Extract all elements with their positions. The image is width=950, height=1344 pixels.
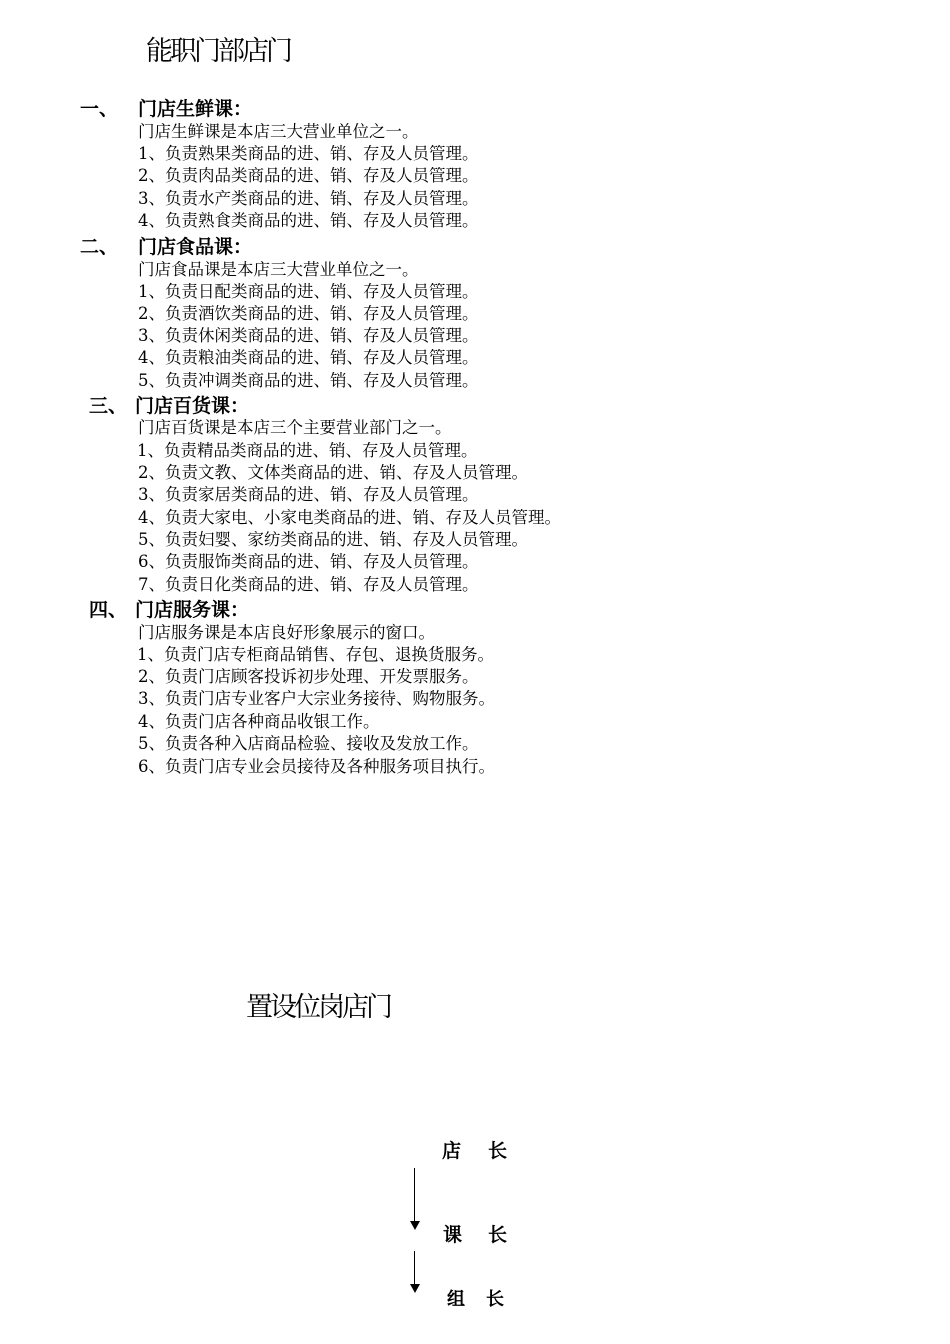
section-line: 3、负责水产类商品的进、销、存及人员管理。 (138, 189, 479, 208)
section-line: 4、负责大家电、小家电类商品的进、销、存及人员管理。 (138, 508, 561, 527)
section-line: 3、负责家居类商品的进、销、存及人员管理。 (138, 485, 479, 504)
org-node-char: 长 (488, 1140, 508, 1162)
section-line: 门店食品课是本店三大营业单位之一。 (138, 260, 419, 279)
org-node-char: 长 (488, 1224, 508, 1246)
section-line: 4、负责门店各种商品收银工作。 (138, 712, 380, 731)
section-number: 四、 (89, 599, 128, 621)
section-line: 1、负责熟果类商品的进、销、存及人员管理。 (138, 144, 479, 163)
section-line: 2、负责文教、文体类商品的进、销、存及人员管理。 (138, 463, 528, 482)
page-title-functions: 能职门部店门 (146, 36, 290, 67)
section-line: 5、负责各种入店商品检验、接收及发放工作。 (138, 734, 479, 753)
section-line: 2、负责酒饮类商品的进、销、存及人员管理。 (138, 304, 479, 323)
section-line: 5、负责冲调类商品的进、销、存及人员管理。 (138, 371, 479, 390)
org-node-char: 店 (442, 1140, 462, 1162)
section-name: 门店生鲜课： (138, 98, 253, 120)
org-node-char: 长 (486, 1289, 504, 1310)
org-arrow-down-icon (410, 1221, 420, 1230)
page-title-positions: 置设位岗店门 (246, 992, 390, 1023)
section-line: 6、负责门店专业会员接待及各种服务项目执行。 (138, 757, 495, 776)
org-node-char: 组 (447, 1289, 465, 1310)
section-line: 门店服务课是本店良好形象展示的窗口。 (138, 623, 435, 642)
section-number: 二、 (80, 236, 119, 258)
section-line: 7、负责日化类商品的进、销、存及人员管理。 (138, 575, 479, 594)
section-line: 1、负责门店专柜商品销售、存包、退换货服务。 (137, 645, 494, 664)
org-connector (414, 1251, 415, 1286)
org-connector (414, 1168, 415, 1223)
section-number: 三、 (89, 395, 128, 417)
section-line: 1、负责日配类商品的进、销、存及人员管理。 (138, 282, 479, 301)
section-name: 门店食品课： (138, 236, 253, 258)
section-line: 5、负责妇婴、家纺类商品的进、销、存及人员管理。 (138, 530, 528, 549)
section-line: 2、负责肉品类商品的进、销、存及人员管理。 (138, 166, 479, 185)
section-line: 2、负责门店顾客投诉初步处理、开发票服务。 (138, 667, 479, 686)
section-line: 1、负责精品类商品的进、销、存及人员管理。 (137, 441, 478, 460)
section-line: 门店生鲜课是本店三大营业单位之一。 (138, 122, 419, 141)
section-line: 6、负责服饰类商品的进、销、存及人员管理。 (138, 552, 479, 571)
org-node-char: 课 (443, 1224, 463, 1246)
section-line: 3、负责门店专业客户大宗业务接待、购物服务。 (138, 689, 495, 708)
section-line: 门店百货课是本店三个主要营业部门之一。 (138, 418, 452, 437)
org-arrow-down-icon (410, 1284, 420, 1293)
section-line: 4、负责熟食类商品的进、销、存及人员管理。 (138, 211, 479, 230)
section-name: 门店服务课： (135, 599, 250, 621)
section-name: 门店百货课： (135, 395, 250, 417)
section-line: 4、负责粮油类商品的进、销、存及人员管理。 (138, 348, 479, 367)
section-line: 3、负责休闲类商品的进、销、存及人员管理。 (138, 326, 479, 345)
section-number: 一、 (80, 98, 119, 120)
